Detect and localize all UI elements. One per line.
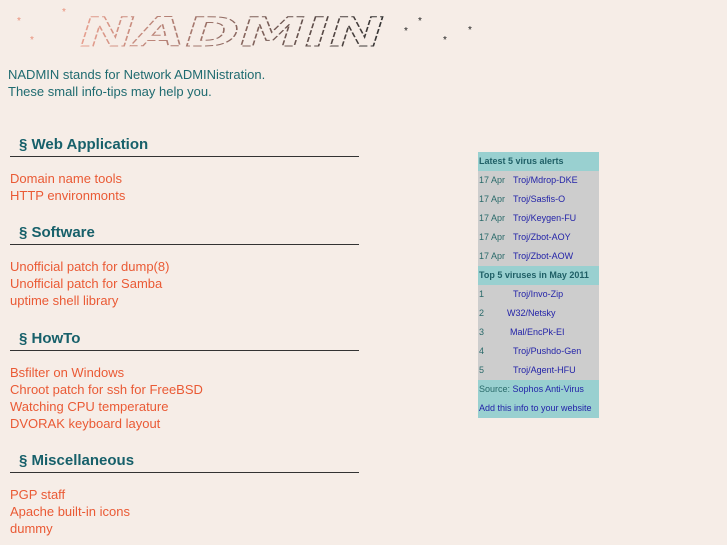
star-decoration: * (443, 35, 447, 46)
section-heading: § Miscellaneous (10, 452, 359, 473)
section-howto (10, 330, 359, 432)
top-row (478, 342, 599, 361)
intro-line-1: NADMIN stands for Network ADMINistration. (8, 67, 266, 82)
top-link[interactable]: Troj/Pushdo-Gen (513, 346, 582, 356)
top-rank: 3 (479, 327, 485, 337)
section-software (10, 224, 359, 309)
add-info-link[interactable]: Add this info to your website (479, 403, 592, 413)
link-dummy[interactable]: dummy (10, 521, 53, 536)
section-heading: § Software (10, 224, 359, 245)
top-rank: 5 (479, 365, 485, 375)
top-rank: 1 (479, 289, 485, 299)
source-link[interactable]: Sophos Anti-Virus (512, 384, 584, 394)
section-heading: § Web Application (10, 136, 359, 157)
alert-row (478, 171, 599, 190)
star-decoration: * (404, 26, 408, 37)
link-http-environments[interactable]: HTTP environmonts (10, 188, 126, 203)
alert-date: 17 Apr (479, 194, 506, 204)
virus-info-box (478, 152, 599, 418)
link-apache-icons[interactable]: Apache built-in icons (10, 504, 130, 519)
top-row (478, 285, 599, 304)
source-label: Source: (479, 384, 511, 394)
alert-link[interactable]: Troj/Keygen-FU (513, 213, 577, 223)
top-title: Top 5 viruses in May 2011 (478, 266, 599, 285)
star-decoration: * (468, 25, 472, 36)
link-samba-patch[interactable]: Unofficial patch for Samba (10, 276, 163, 291)
section-miscellaneous (10, 452, 359, 537)
top-row (478, 361, 599, 380)
top-link[interactable]: W32/Netsky (507, 308, 556, 318)
alert-row (478, 228, 599, 247)
star-decoration: * (418, 16, 422, 27)
star-decoration: * (62, 7, 66, 18)
top-link[interactable]: Troj/Agent-HFU (513, 365, 576, 375)
add-info-row (478, 399, 599, 418)
top-rank: 2 (479, 308, 485, 318)
alert-link[interactable]: Troj/Zbot-AOY (513, 232, 571, 242)
alert-row (478, 209, 599, 228)
alert-row (478, 247, 599, 266)
top-rank: 4 (479, 346, 485, 356)
link-bsfilter[interactable]: Bsfilter on Windows (10, 365, 125, 380)
top-row (478, 323, 599, 342)
source-row (478, 380, 599, 399)
alert-date: 17 Apr (479, 232, 506, 242)
top-row (478, 304, 599, 323)
alert-link[interactable]: Troj/Sasfis-O (513, 194, 566, 204)
link-dvorak-layout[interactable]: DVORAK keyboard layout (10, 416, 161, 431)
top-link[interactable]: Troj/Invo-Zip (513, 289, 564, 299)
link-cpu-temperature[interactable]: Watching CPU temperature (10, 399, 169, 414)
alert-date: 17 Apr (479, 175, 506, 185)
section-heading: § HowTo (10, 330, 359, 351)
link-domain-name-tools[interactable]: Domain name tools (10, 171, 122, 186)
top-link[interactable]: Mal/EncPk-EI (510, 327, 565, 337)
alert-link[interactable]: Troj/Mdrop-DKE (513, 175, 578, 185)
alert-date: 17 Apr (479, 251, 506, 261)
star-decoration: * (30, 35, 34, 46)
intro-line-2: These small info-tips may help you. (8, 84, 212, 99)
alert-link[interactable]: Troj/Zbot-AOW (513, 251, 574, 261)
alert-row (478, 190, 599, 209)
alert-date: 17 Apr (479, 213, 506, 223)
link-pgp-staff[interactable]: PGP staff (10, 487, 66, 502)
section-web-application (10, 136, 359, 204)
link-dump-patch[interactable]: Unofficial patch for dump(8) (10, 259, 170, 274)
link-chroot-patch[interactable]: Chroot patch for ssh for FreeBSD (10, 382, 203, 397)
svg-text:NADMIN: NADMIN (80, 12, 384, 52)
link-uptime-library[interactable]: uptime shell library (10, 293, 119, 308)
star-decoration: * (17, 16, 21, 27)
alerts-title: Latest 5 virus alerts (478, 152, 599, 171)
nadmin-logo (78, 12, 388, 52)
